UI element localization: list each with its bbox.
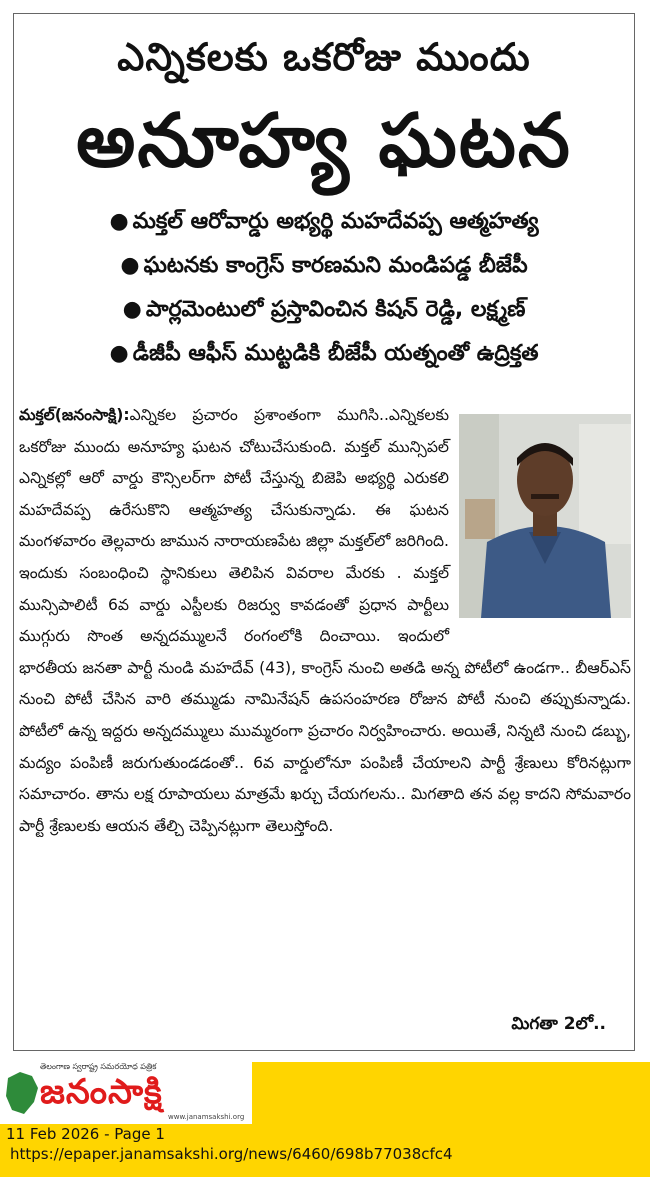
portrait-image-icon [459,414,631,618]
bullet-icon: ● [120,253,140,278]
headline-main: అనూహ్య ఘటన [76,98,572,184]
highlight-item: ● మక్తల్ ఆరోవార్డు అభ్యర్థి మహదేవప్ప ఆత్మహత్య [109,209,539,234]
footer-bar [250,1062,650,1122]
logo-name: జనంసాక్షి [40,1072,163,1112]
article-body [19,400,631,842]
highlights-list [14,204,634,380]
dateline: మక్తల్(జనంసాక్షి): [19,406,130,424]
bullet-icon: ● [122,297,142,322]
epaper-url[interactable]: https://epaper.janamsakshi.org/news/6460/698b77038cfc4 [10,1145,453,1163]
logo-url: www.janamsakshi.org [168,1113,245,1121]
page-info: 11 Feb 2026 - Page 1 [6,1125,165,1143]
newspaper-logo[interactable] [0,1058,252,1124]
bullet-icon: ● [109,209,129,234]
continued-marker: మిగతా 2లో.. [511,1014,606,1034]
highlight-item: ● పార్లమెంటులో ప్రస్తావించిన కిషన్ రెడ్డి, లక్ష్మణ్ [122,297,526,322]
logo-tagline: తెలంగాణ స్వరాష్ట్ర సమరయోధ పత్రిక [40,1062,157,1071]
highlight-item: ● ఘటనకు కాంగ్రెస్ కారణమని మండిపడ్డ బీజేపీ [120,253,528,278]
candidate-photo [459,414,631,618]
article-body-text: ఎన్నికల ప్రచారం ప్రశాంతంగా ముగిసి..ఎన్నికలకు ఒకరోజు ముందు అనూహ్య ఘటన చోటుచేసుకుంది. మక్తల్ మున్సిపల్ ఎన్నికల్లో ఆరో వార్డు కౌన్సిలర్‌గా పోటీ చేస్తున్న బిజెపి అభ్యర్థి ఎరుకలి మహదేవప్ప ఉరేసుకొని ఆత్మహత్య చేసుకున్నాడు. ఈ ఘటన మంగళవారం తెల్లవారు జామున నారాయణపేట జిల్లా మక్తల్‌లో జరిగింది. ఇందుకు సంబంధించి స్థానికులు తెలిపిన వివరాల మేరకు . మక్తల్ మున్సిపాలిటీ 6వ వార్డు ఎస్టీలకు రిజర్వు కావడంతో ప్రధాన పార్టీలు ముగ్గురు సొంత అన్నదమ్ములనే రంగంలోకి దించాయి. ఇందులో భారతీయ జనతా పార్టీ నుండి మహదేవ్ (43), కాంగ్రెస్ నుంచి అతడి అన్న పోటీలో ఉండగా.. బీఆర్ఎస్ నుంచి పోటీ చేసిన వారి తమ్ముడు నామినేషన్ ఉపసంహరణ రోజున పోటీ నుంచి తప్పుకున్నాడు. పోటీలో ఉన్న ఇద్దరు అన్నదమ్ములు ముమ్మరంగా ప్రచారం నిర్వహించారు. అయితే, నిన్నటి నుంచి డబ్బు, మద్యం పంపిణీ జరుగుతుండడంతో.. 6వ వార్డులోనూ పంపిణీ చేయాలని పార్టీ శ్రేణులు కోరినట్లుగా సమాచారం. తాను లక్ష రూపాయలు మాత్రమే ఖర్చు చేయగలను.. మిగతాది తన వల్ల కాదని సోమవారం పార్టీ శ్రేణులకు ఆయన తేల్చి చెప్పినట్లుగా తెలుస్తోంది. [19,406,631,835]
news-article [13,13,635,1051]
headline-kicker: ఎన్నికలకు ఒకరోజు ముందు [117,35,531,79]
highlight-item: ● డీజీపీ ఆఫీస్ ముట్టడికి బీజేపీ యత్నంతో ఉద్రిక్తత [109,341,539,366]
bullet-icon: ● [109,341,129,366]
telangana-map-icon [2,1068,42,1120]
